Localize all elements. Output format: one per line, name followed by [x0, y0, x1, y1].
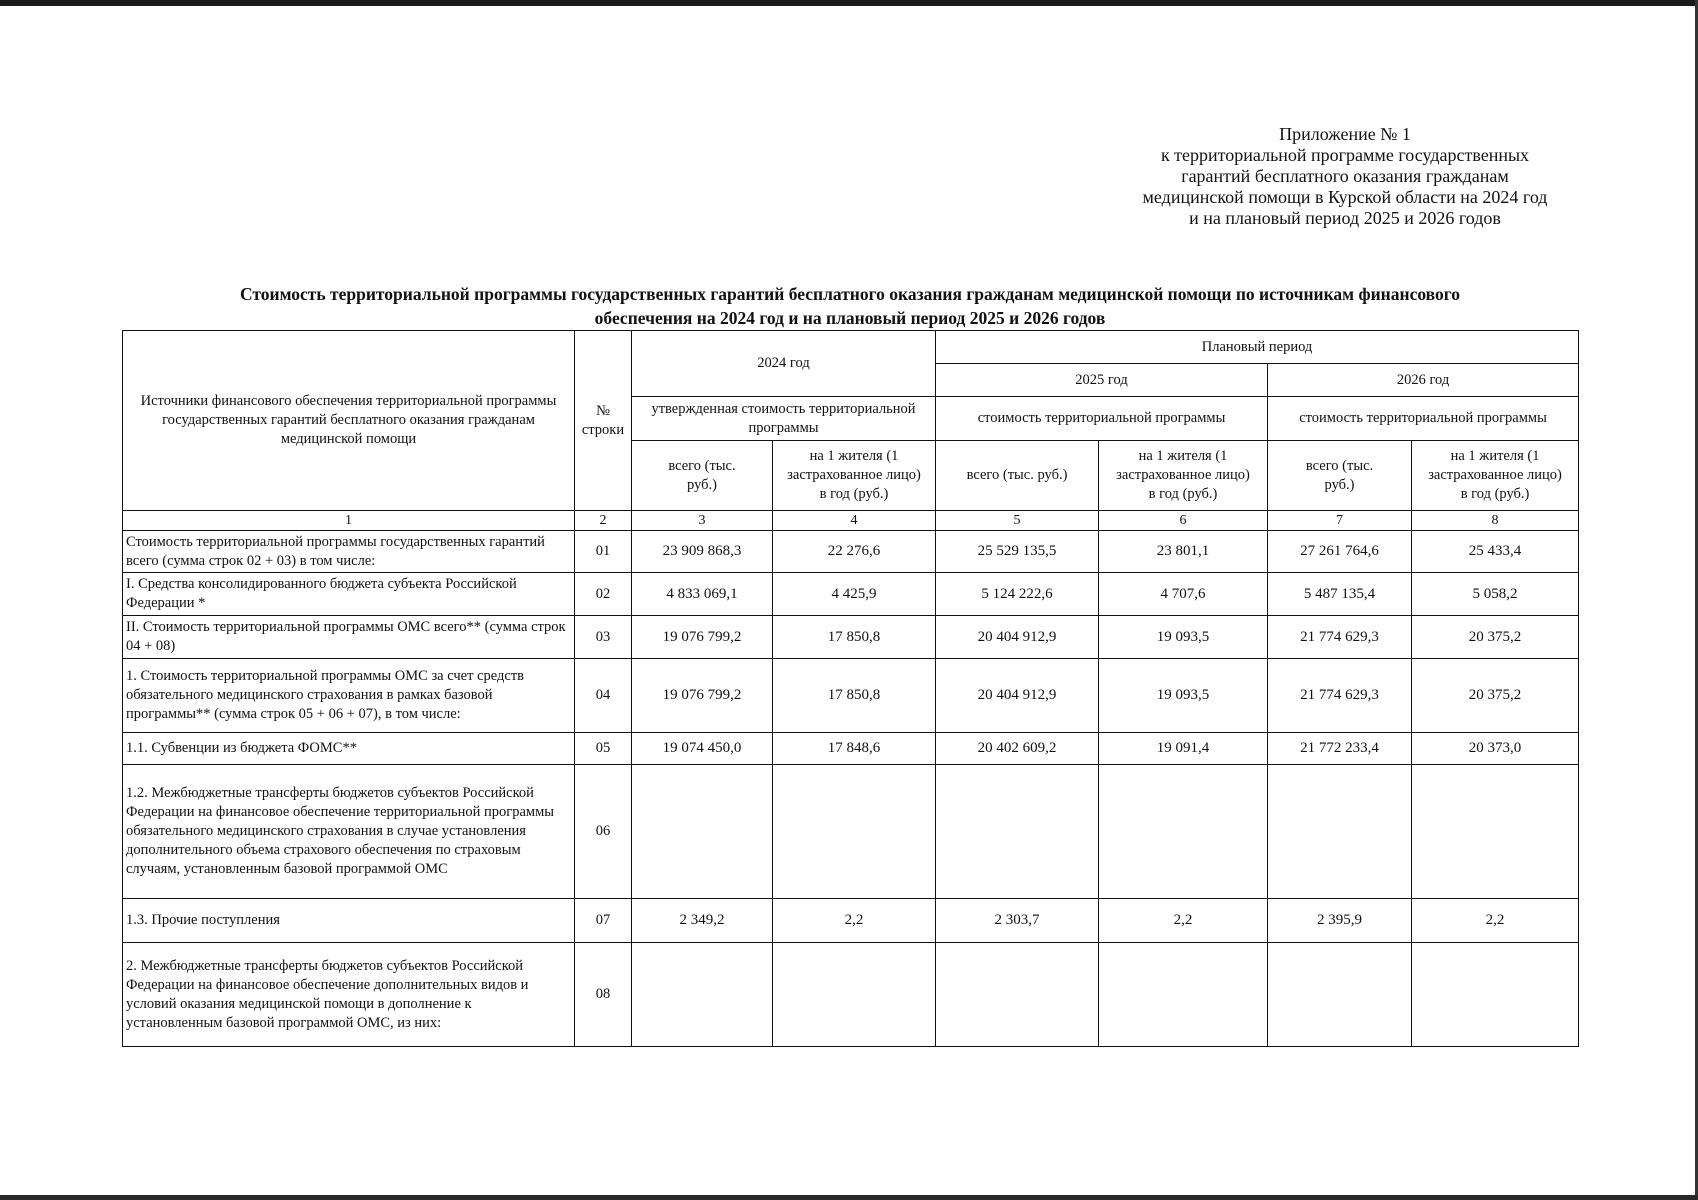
value-cell: 20 402 609,2 [936, 733, 1099, 765]
value-cell: 20 404 912,9 [936, 659, 1099, 733]
source-cell: 1. Стоимость территориальной программы ОМС за счет средств обязательного медицинского страхования в рамках базовой программы** (сумма строк 05 + 06 + 07), в том числе: [123, 659, 575, 733]
value-cell: 25 433,4 [1412, 531, 1579, 573]
value-cell [1099, 943, 1268, 1047]
value-cell: 23 909 868,3 [632, 531, 773, 573]
value-cell: 20 375,2 [1412, 616, 1579, 659]
source-cell: 1.2. Межбюджетные трансферты бюджетов субъектов Российской Федерации на финансовое обеспечение территориальной программы обязательного медицинского страхования в случае установления дополнительного объема страхового обеспечения по страховым случаям, установленным базовой программой ОМС [123, 765, 575, 899]
header-per-resident-2026: на 1 жителя (1 застрахованное лицо) в год (руб.) [1412, 441, 1579, 511]
value-cell: 17 850,8 [773, 616, 936, 659]
header-year-2026: 2026 год [1268, 364, 1579, 397]
value-cell [1099, 765, 1268, 899]
value-cell: 25 529 135,5 [936, 531, 1099, 573]
header-total-2024: всего (тыс. руб.) [632, 441, 773, 511]
value-cell: 20 375,2 [1412, 659, 1579, 733]
value-cell [1268, 943, 1412, 1047]
value-cell: 2 349,2 [632, 899, 773, 943]
table-row [123, 899, 1579, 943]
value-cell [936, 943, 1099, 1047]
header-per-resident-2025: на 1 жителя (1 застрахованное лицо) в год (руб.) [1099, 441, 1268, 511]
column-number: 8 [1412, 511, 1579, 531]
value-cell: 2,2 [1099, 899, 1268, 943]
row-number-cell: 07 [575, 899, 632, 943]
table-row [123, 765, 1579, 899]
appendix-line: к территориальной программе государственных [1160, 145, 1530, 165]
value-cell: 2 303,7 [936, 899, 1099, 943]
source-cell: II. Стоимость территориальной программы ОМС всего** (сумма строк 04 + 08) [123, 616, 575, 659]
appendix-line: и на плановый период 2025 и 2026 годов [1189, 208, 1501, 228]
value-cell: 20 373,0 [1412, 733, 1579, 765]
value-cell: 19 091,4 [1099, 733, 1268, 765]
value-cell [1268, 765, 1412, 899]
value-cell: 19 074 450,0 [632, 733, 773, 765]
column-number: 4 [773, 511, 936, 531]
value-cell [1412, 943, 1579, 1047]
header-row-number: № строки [575, 331, 632, 511]
value-cell [773, 943, 936, 1047]
scan-edge-bottom [0, 1195, 1698, 1200]
header-program-cost-2025: стоимость территориальной программы [936, 397, 1268, 441]
value-cell: 20 404 912,9 [936, 616, 1099, 659]
column-number: 5 [936, 511, 1099, 531]
table-row [123, 733, 1579, 765]
value-cell [1412, 765, 1579, 899]
column-number: 3 [632, 511, 773, 531]
value-cell [632, 765, 773, 899]
table-row [123, 659, 1579, 733]
row-number-cell: 02 [575, 573, 632, 616]
column-number: 2 [575, 511, 632, 531]
row-number-cell: 05 [575, 733, 632, 765]
header-planned-period: Плановый период [936, 331, 1579, 364]
header-sources: Источники финансового обеспечения территориальной программы государственных гарантий бесплатного оказания гражданам медицинской помощи [123, 331, 575, 511]
appendix-line: гарантий бесплатного оказания гражданам [1181, 166, 1509, 186]
title-line-2: обеспечения на 2024 год и на плановый период 2025 и 2026 годов [594, 308, 1106, 328]
value-cell: 21 774 629,3 [1268, 616, 1412, 659]
document-title [150, 282, 1550, 330]
value-cell: 5 124 222,6 [936, 573, 1099, 616]
value-cell: 2 395,9 [1268, 899, 1412, 943]
value-cell: 4 425,9 [773, 573, 936, 616]
scan-edge-top [0, 0, 1698, 6]
value-cell [632, 943, 773, 1047]
table-row [123, 573, 1579, 616]
table-row [123, 616, 1579, 659]
header-year-2024: 2024 год [632, 331, 936, 397]
header-total-2026: всего (тыс. руб.) [1268, 441, 1412, 511]
appendix-line: Приложение № 1 [1279, 124, 1411, 144]
source-cell: 1.1. Субвенции из бюджета ФОМС** [123, 733, 575, 765]
value-cell: 19 076 799,2 [632, 616, 773, 659]
value-cell [773, 765, 936, 899]
column-number: 6 [1099, 511, 1268, 531]
value-cell: 27 261 764,6 [1268, 531, 1412, 573]
column-number: 7 [1268, 511, 1412, 531]
row-number-cell: 03 [575, 616, 632, 659]
value-cell: 19 093,5 [1099, 616, 1268, 659]
row-number-cell: 01 [575, 531, 632, 573]
header-year-2025: 2025 год [936, 364, 1268, 397]
value-cell: 19 093,5 [1099, 659, 1268, 733]
header-approved-cost: утвержденная стоимость территориальной программы [632, 397, 936, 441]
value-cell: 22 276,6 [773, 531, 936, 573]
header-program-cost-2026: стоимость территориальной программы [1268, 397, 1579, 441]
row-number-cell: 04 [575, 659, 632, 733]
source-cell: I. Средства консолидированного бюджета субъекта Российской Федерации * [123, 573, 575, 616]
value-cell: 4 833 069,1 [632, 573, 773, 616]
appendix-line: медицинской помощи в Курской области на 2024 год [1142, 187, 1548, 207]
value-cell: 17 850,8 [773, 659, 936, 733]
appendix-note [1095, 124, 1595, 229]
source-cell: Стоимость территориальной программы государственных гарантий всего (сумма строк 02 + 03) в том числе: [123, 531, 575, 573]
value-cell: 4 707,6 [1099, 573, 1268, 616]
value-cell: 21 772 233,4 [1268, 733, 1412, 765]
header-total-2025: всего (тыс. руб.) [936, 441, 1099, 511]
value-cell [936, 765, 1099, 899]
value-cell: 5 487 135,4 [1268, 573, 1412, 616]
column-number: 1 [123, 511, 575, 531]
value-cell: 17 848,6 [773, 733, 936, 765]
column-number-row [123, 511, 1579, 531]
value-cell: 21 774 629,3 [1268, 659, 1412, 733]
value-cell: 19 076 799,2 [632, 659, 773, 733]
title-line-1: Стоимость территориальной программы государственных гарантий бесплатного оказания гражданам медицинской помощи по источникам финансового [239, 284, 1461, 304]
value-cell: 2,2 [773, 899, 936, 943]
source-cell: 2. Межбюджетные трансферты бюджетов субъектов Российской Федерации на финансовое обеспечение дополнительных видов и условий оказания медицинской помощи в дополнение к установленным базовой программой ОМС, из них: [123, 943, 575, 1047]
row-number-cell: 08 [575, 943, 632, 1047]
cost-table [122, 330, 1579, 1047]
table-row [123, 531, 1579, 573]
source-cell: 1.3. Прочие поступления [123, 899, 575, 943]
row-number-cell: 06 [575, 765, 632, 899]
header-per-resident-2024: на 1 жителя (1 застрахованное лицо) в год (руб.) [773, 441, 936, 511]
value-cell: 23 801,1 [1099, 531, 1268, 573]
table-row [123, 943, 1579, 1047]
value-cell: 5 058,2 [1412, 573, 1579, 616]
value-cell: 2,2 [1412, 899, 1579, 943]
